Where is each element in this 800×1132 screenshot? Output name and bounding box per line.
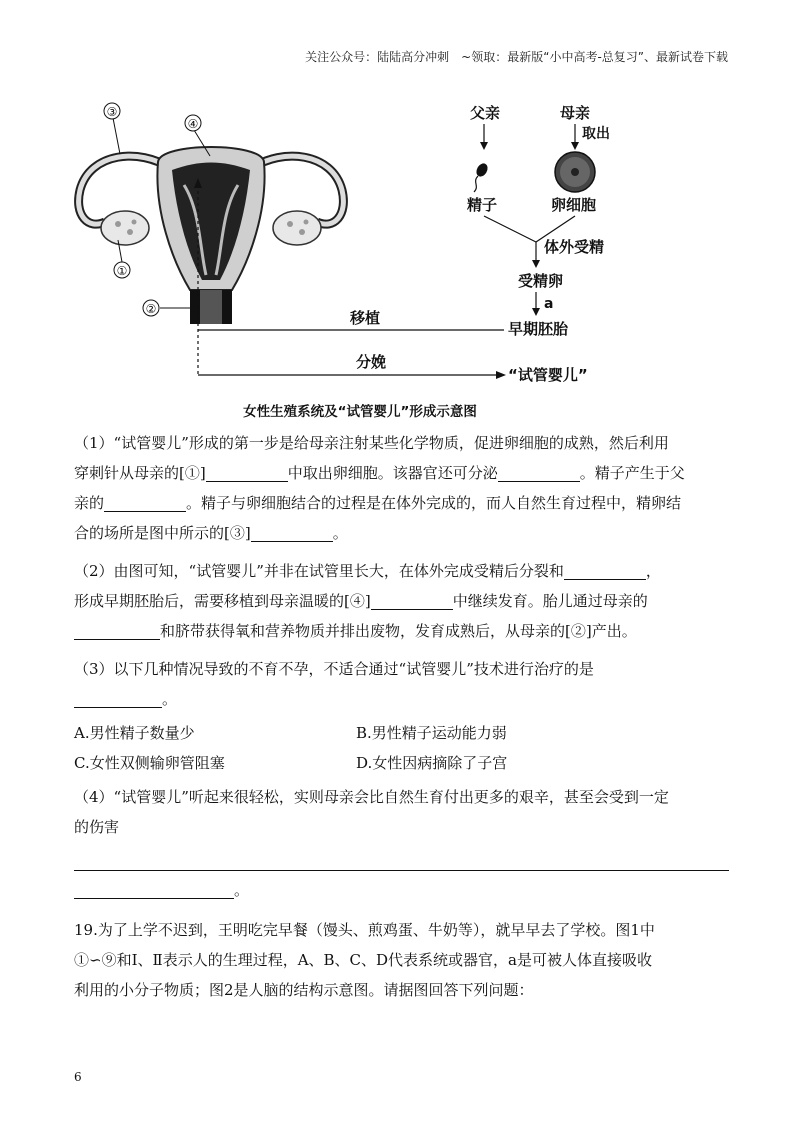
q1-text-2a: 穿刺针从母亲的[①]: [74, 464, 206, 482]
q2-line-2: [74, 586, 734, 616]
delivery-label: 分娩: [356, 353, 387, 371]
q2-text-2b: 中继续发育。胎儿通过母亲的: [452, 592, 648, 610]
q4-line-2: [74, 812, 734, 842]
ivf-label: 体外受精: [544, 238, 605, 256]
q19-line-3: [74, 975, 734, 1005]
q1-blank-1[interactable]: [206, 463, 288, 482]
q4-text-2: 的伤害: [74, 818, 120, 836]
q2-blank-1[interactable]: [564, 561, 646, 580]
q1-text-2b: 中取出卵细胞。该器官还可分泌: [287, 464, 498, 482]
q3-text-1: （3）以下几种情况导致的不育不孕，不适合通过“试管婴儿”技术进行治疗的是: [74, 660, 594, 678]
q4-text-1: （4）“试管婴儿”听起来很轻松，实则母亲会比自然生育付出更多的艰辛，甚至会受到一定: [74, 788, 669, 806]
q1-text-3b: 。精子与卵细胞结合的过程是在体外完成的，而人自然生育过程中，精卵结: [186, 494, 682, 512]
embryo-label: 早期胚胎: [508, 320, 569, 338]
q2-line-3: [74, 616, 734, 646]
q1-blank-3[interactable]: [104, 493, 186, 512]
page-header: 关注公众号：陆陆高分冲刺 ~领取：最新版“小中高考-总复习”、最新试卷下载: [305, 50, 728, 64]
q1-line-2: [74, 458, 734, 488]
ivf-diagram: [60, 90, 620, 390]
q4-answer-line-1[interactable]: [74, 850, 729, 871]
take-out-label: 取出: [582, 126, 610, 142]
q4-line-3: [74, 875, 734, 905]
q3-blank[interactable]: [74, 689, 162, 708]
label-2: ②: [145, 302, 157, 316]
q3-text-2: 。: [162, 690, 178, 708]
q3-line-2: [74, 684, 734, 714]
q19-text-3: 利用的小分子物质；图2是人脑的结构示意图。请据图回答下列问题：: [74, 981, 534, 999]
mother-label: 母亲: [560, 104, 591, 122]
ovary-right: [273, 211, 321, 245]
q4-text-end: 。: [234, 881, 250, 899]
ivf-flowchart: [198, 104, 610, 384]
q2-text-1a: （2）由图可知，“试管婴儿”并非在试管里长大，在体外完成受精后分裂和: [74, 562, 564, 580]
question-content: [74, 428, 734, 1005]
q2-blank-2[interactable]: [371, 591, 453, 610]
transplant-label: 移植: [350, 309, 381, 327]
sperm-icon: [474, 161, 490, 192]
q3-option-b[interactable]: B.男性精子运动能力弱: [356, 724, 507, 742]
q19-line-2: [74, 945, 734, 975]
q2-text-3: 和脐带获得氧和营养物质并排出废物，发育成熟后，从母亲的[②]产出。: [160, 622, 637, 640]
q3-option-c[interactable]: C.女性双侧输卵管阻塞: [74, 754, 225, 772]
ovary-left: [101, 211, 149, 245]
q19-line-1: [74, 915, 734, 945]
figure-caption: 女性生殖系统及“试管婴儿”形成示意图: [243, 404, 477, 420]
q2-line-1: [74, 556, 734, 586]
q19-text-1: 19.为了上学不迟到，王明吃完早餐（馒头、煎鸡蛋、牛奶等），就早早去了学校。图1中: [74, 921, 655, 939]
q2-text-1b: ，: [645, 562, 661, 580]
q1-text-3a: 亲的: [74, 494, 105, 512]
q1-blank-4[interactable]: [251, 523, 333, 542]
q2-blank-3[interactable]: [74, 621, 160, 640]
q3-line-1: [74, 654, 734, 684]
q4-line-1: [74, 782, 734, 812]
egg-label: 卵细胞: [551, 196, 597, 214]
q19-text-2: ①∽⑨和Ⅰ、Ⅱ表示人的生理过程，A、B、C、D代表系统或器官，a是可被人体直接吸收: [74, 951, 652, 969]
egg-cell-icon: [555, 152, 595, 192]
q1-text-2c: 。精子产生于父: [579, 464, 685, 482]
zygote-label: 受精卵: [518, 272, 564, 290]
baby-label: “试管婴儿”: [508, 366, 588, 384]
q3-option-a[interactable]: A.男性精子数量少: [74, 724, 195, 742]
q3-options-row-2: [74, 748, 734, 778]
label-3: ③: [106, 105, 118, 119]
father-label: 父亲: [470, 104, 501, 122]
label-1: ①: [116, 264, 128, 278]
page-number: 6: [74, 1070, 82, 1084]
label-4: ④: [187, 117, 199, 131]
q1-line-1: [74, 428, 734, 458]
step-a-label: a: [544, 296, 554, 312]
q3-option-d[interactable]: D.女性因病摘除了子宫: [356, 754, 508, 772]
female-reproductive-system-illustration: [79, 103, 344, 375]
q1-text-4a: 合的场所是图中所示的[③]: [74, 524, 251, 542]
q1-line-4: [74, 518, 734, 548]
q4-answer-line-2[interactable]: [74, 880, 234, 899]
q3-options-row-1: [74, 718, 734, 748]
ivf-diagram-svg: [60, 90, 620, 390]
sperm-label: 精子: [467, 196, 498, 214]
q1-blank-2[interactable]: [498, 463, 580, 482]
q2-text-2a: 形成早期胚胎后，需要移植到母亲温暖的[④]: [74, 592, 371, 610]
q1-line-3: [74, 488, 734, 518]
q1-text-1: （1）“试管婴儿”形成的第一步是给母亲注射某些化学物质，促进卵细胞的成熟，然后利用: [74, 434, 669, 452]
q1-text-4b: 。: [332, 524, 348, 542]
